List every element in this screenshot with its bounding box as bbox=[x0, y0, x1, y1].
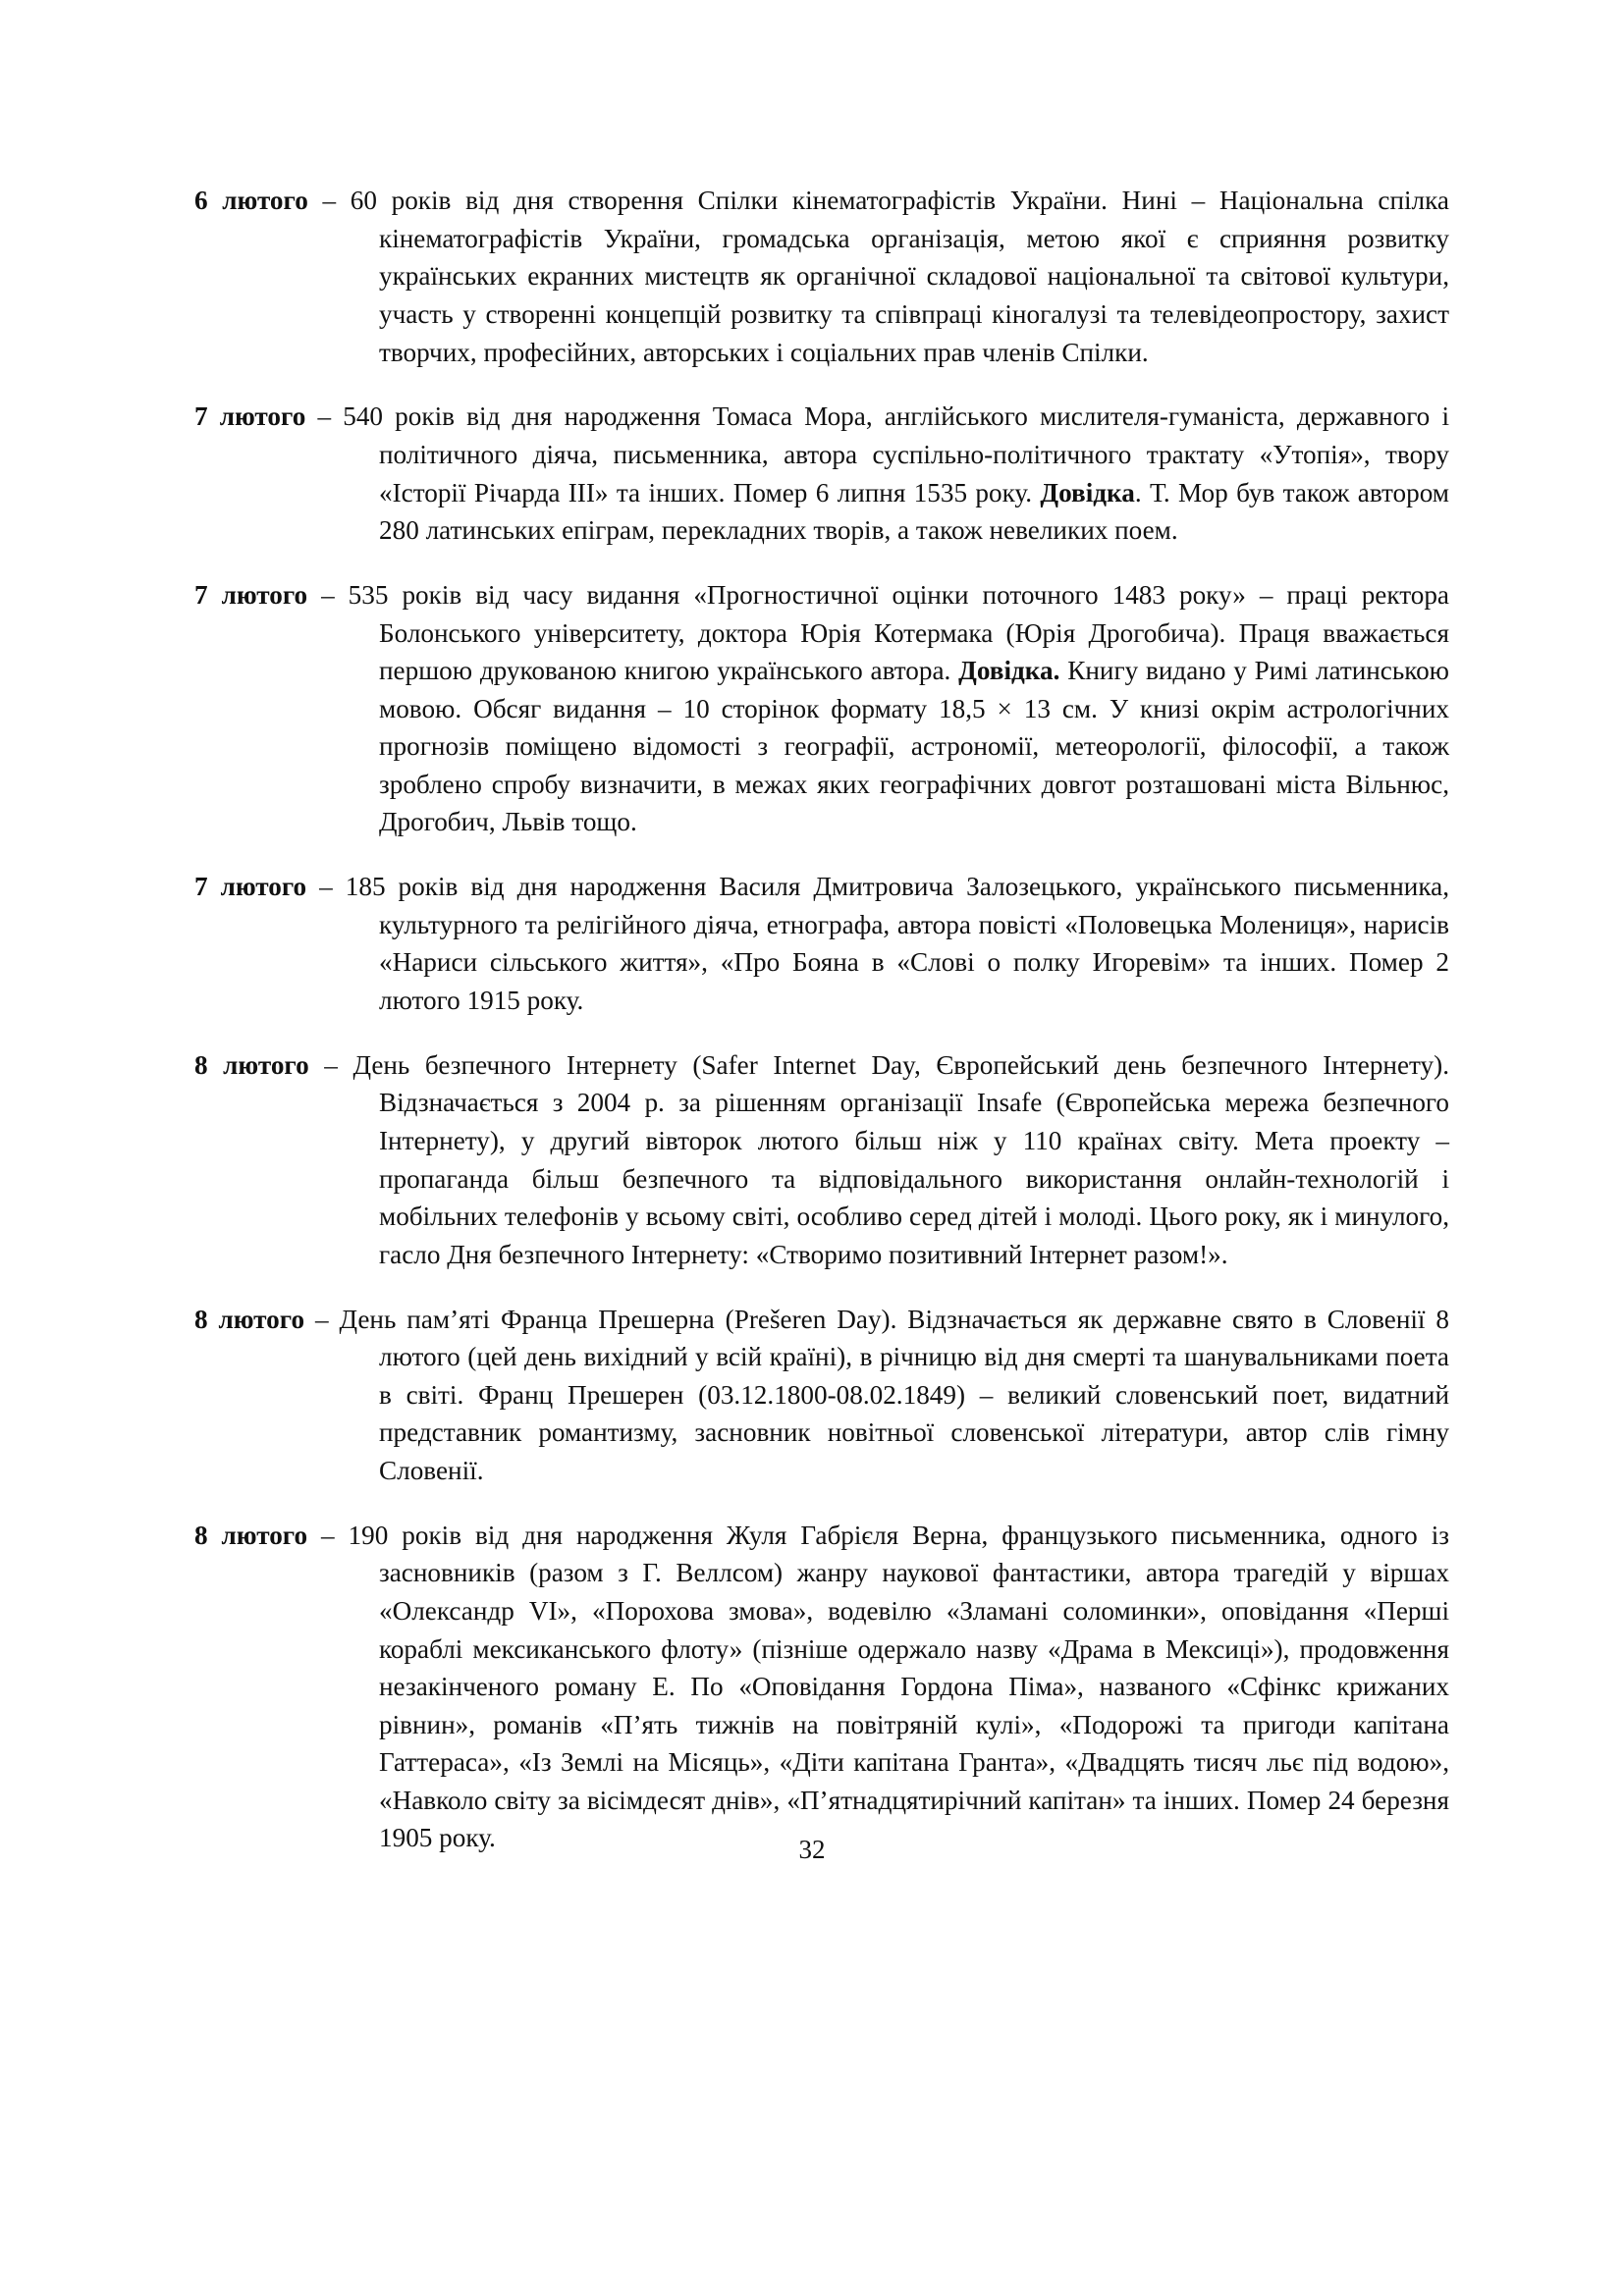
note-label: Довідка. bbox=[958, 656, 1060, 686]
entry-text: – 190 років від дня народження Жуля Габрієля Верна, французького письменника, одного із засновників (разом з Г. Веллсом) жанру наукової фантастики, автора трагедій у віршах «Олександр VI», «Порохова змова», водевілю «Зламані соломинки», оповідання «Перші кораблі мексиканського флоту» (пізніше одержало назву «Драма в Мексиці»), продовження незакінченого роману Е. По «Оповідання Гордона Піма», названого «Сфінкс крижаних рівнин», романів «П’ять тижнів на повітряній кулі», «Подорожі та пригоди капітана Гаттераса», «Із Землі на Місяць», «Діти капітана Гранта», «Двадцять тисяч льє під водою», «Навколо світу за вісімдесят днів», «П’ятнадцятирічний капітан» та інших. Помер 24 березня 1905 року. bbox=[307, 1520, 1449, 1853]
entry-date: 8 лютого bbox=[194, 1520, 308, 1550]
entry-date: 8 лютого bbox=[194, 1049, 309, 1080]
calendar-entry bbox=[194, 1517, 1449, 1857]
note-text: . Т. Мор був також автором 280 латинських епіграм, перекладних творів, а також невеликих поем. bbox=[379, 477, 1449, 546]
entry-text: – 540 років від дня народження Томаса Мора, англійського мислителя-гуманіста, державного і політичного діяча, письменника, автора суспільно-політичного трактату «Утопія», твору «Історії Річарда III» та інших. Помер 6 липня 1535 року. bbox=[305, 401, 1449, 507]
calendar-entry bbox=[194, 576, 1449, 841]
page-content bbox=[194, 155, 1449, 1871]
calendar-entry bbox=[194, 182, 1449, 371]
calendar-entry bbox=[194, 1301, 1449, 1490]
calendar-entry bbox=[194, 1046, 1449, 1274]
entry-date: 7 лютого bbox=[194, 872, 307, 902]
entry-text: – 60 років від дня створення Спілки кінематографістів України. Нині – Національна спілка кінематографістів України, громадська організація, метою якої є сприяння розвитку українських екранних мистецтв як органічної складової національної та світової культури, участь у створенні концепцій розвитку та співпраці кіногалузі та телевідеопростору, захист творчих, професійних, авторських і соціальних прав членів Спілки. bbox=[307, 186, 1449, 367]
note-text: Книгу видано у Римі латинською мовою. Обсяг видання – 10 сторінок формату 18,5 × 13 см. У книзі окрім астрологічних прогнозів поміщено відомості з географії, астрономії, метеорології, філософії, а також зроблено спробу визначити, в межах яких географічних довгот розташовані міста Вільнюс, Дрогобич, Львів тощо. bbox=[379, 656, 1449, 837]
calendar-entry bbox=[194, 398, 1449, 549]
entry-text: – День пам’яті Франца Прешерна (Prešeren Day). Відзначається як державне свято в Словенії 8 лютого (цей день вихідний у всій країні), в річницю від дня смерті та шанувальниками поета в світі. Франц Прешерен (03.12.1800-08.02.1849) – великий словенський поет, видатний представник романтизму, засновник новітньої словенської літератури, автор слів гімну Словенії. bbox=[304, 1304, 1450, 1485]
entry-text: – 535 років від часу видання «Прогностичної оцінки поточного 1483 року» – праці ректора Болонського університету, доктора Юрія Котермака (Юрія Дрогобича). Праця вважається першою друкованою книгою українського автора. bbox=[307, 579, 1449, 686]
entry-date: 6 лютого bbox=[194, 186, 308, 216]
entry-date: 7 лютого bbox=[194, 579, 308, 610]
calendar-entry bbox=[194, 868, 1449, 1019]
page-number: 32 bbox=[798, 1835, 826, 1864]
entry-text: – 185 років від дня народження Василя Дмитровича Залозецького, українського письменника, культурного та релігійного діяча, етнографа, автора повісті «Половецька Молениця», нарисів «Нариси сільського життя», «Про Бояна в «Слові о полку Игоревім» та інших. Помер 2 лютого 1915 року. bbox=[306, 872, 1449, 1016]
entry-date: 8 лютого bbox=[194, 1304, 305, 1334]
entry-date: 7 лютого bbox=[194, 401, 306, 432]
note-label: Довідка bbox=[1040, 477, 1135, 507]
entry-text: – День безпечного Інтернету (Safer Internet Day, Європейський день безпечного Інтернету). Відзначається з 2004 р. за рішенням організації Insafe (Європейська мережа безпечного Інтернету), у другий вівторок лютого більш ніж у 110 країнах світу. Мета проекту – пропаганда більш безпечного та відповідального використання онлайн-технологій і мобільних телефонів у всьому світі, особливо серед дітей і молоді. Цього року, як і минулого, гасло Дня безпечного Інтернету: «Створимо позитивний Інтернет разом!». bbox=[308, 1049, 1449, 1269]
